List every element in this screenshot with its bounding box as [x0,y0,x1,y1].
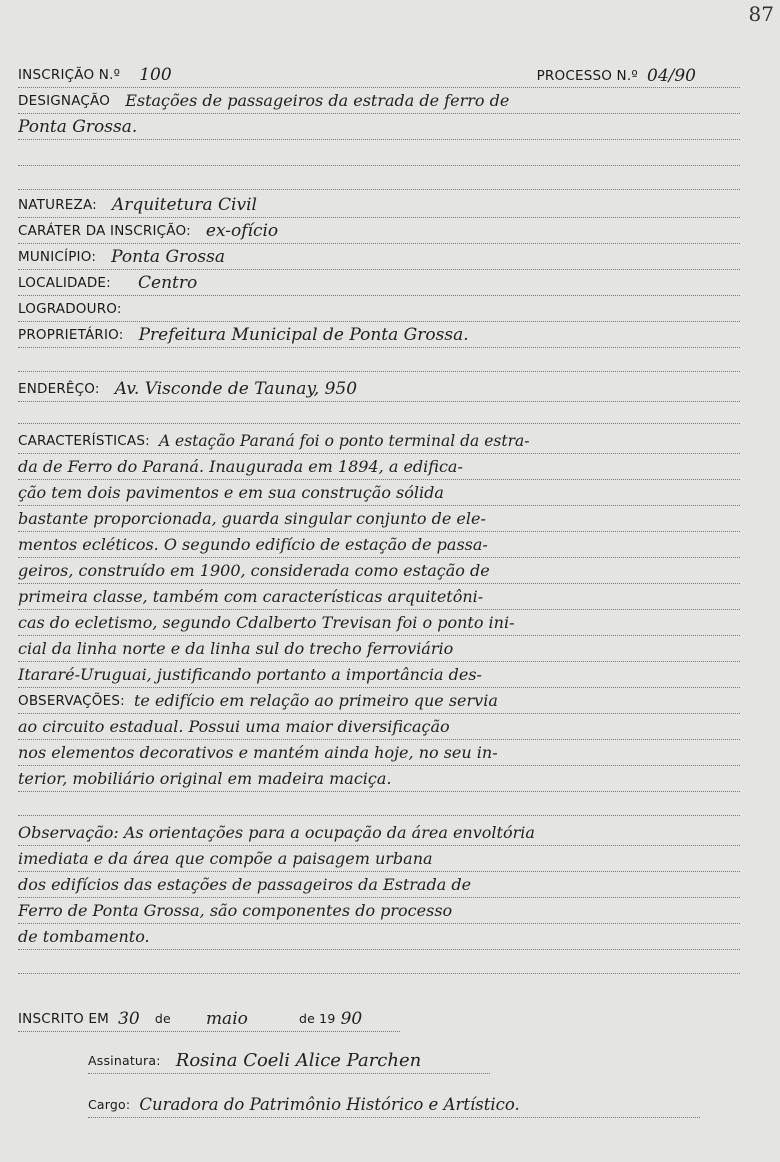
caracteristicas-line-5 [18,534,740,558]
observacoes-line-2 [18,716,740,740]
caracteristicas-text-2: da de Ferro do Paraná. Inaugurada em 1894, a edifica- [18,457,463,476]
observacoes-text-1: te edifício em relação ao primeiro que servia [133,691,498,710]
caracteristicas-line-3 [18,482,740,506]
caracteristicas-line-1 [18,430,740,454]
caracteristicas-text-8: cas do ecletismo, segundo Cdalberto Trevisan foi o ponto ini- [18,613,515,632]
inscricao-line [18,64,740,88]
caracteristicas-text-6: geiros, construído em 1900, considerada como estação de [18,561,490,580]
inscricao-value: 100 [139,65,172,85]
localidade-value: Centro [138,273,198,293]
caracteristicas-text-5: mentos ecléticos. O segundo edifício de estação de passa- [18,535,488,554]
signature: Rosina Coeli Alice Parchen [175,1050,422,1071]
processo-value: 04/90 [647,66,696,86]
proprietario-value: Prefeitura Municipal de Ponta Grossa. [138,325,469,345]
blank-line [18,404,740,424]
inscrito-month: maio [205,1009,248,1029]
caracteristicas-line-4 [18,508,740,532]
caracteristicas-line-2 [18,456,740,480]
natureza-label: NATUREZA: [18,197,97,213]
designacao-text-1: Estações de passageiros da estrada de ferro de [125,91,510,110]
caracteristicas-text-10: Itararé-Uruguai, justificando portanto a importância des- [18,665,482,684]
caracteristicas-line-7 [18,586,740,610]
blank-line [18,954,740,974]
carater-label: CARÁTER DA INSCRIÇÃO: [18,223,191,239]
designacao-line-2 [18,116,740,140]
caracteristicas-text-9: cial da linha norte e da linha sul do trecho ferroviário [18,639,454,658]
cargo-label: Cargo: [88,1097,131,1112]
processo-field [537,65,696,87]
observacao-extra-line-5 [18,926,740,950]
assinatura-label: Assinatura: [88,1053,161,1068]
observacao-extra-line-1 [18,822,740,846]
inscricao-label: INSCRIÇÃO N.º [18,67,121,83]
blank-line [18,146,740,166]
observacao-extra-line-4 [18,900,740,924]
page-number: 87 [748,2,774,26]
observacao-extra-text-5: de tombamento. [18,927,150,946]
natureza-value: Arquitetura Civil [112,195,257,215]
caracteristicas-text-7: primeira classe, também com características arquitetôni- [18,587,484,606]
inscrito-day: 30 [118,1009,140,1029]
endereco-line [18,378,740,402]
localidade-line [18,272,740,296]
municipio-value: Ponta Grossa [111,247,226,267]
caracteristicas-text-1: A estação Paraná foi o ponto terminal da estra- [158,432,530,450]
municipio-line [18,246,740,270]
observacoes-line-3 [18,742,740,766]
observacoes-text-3: nos elementos decorativos e mantém ainda hoje, no seu in- [18,743,498,762]
caracteristicas-text-3: ção tem dois pavimentos e em sua construção sólida [18,483,444,502]
inscrito-year-suffix: 90 [340,1009,363,1029]
blank-line [18,170,740,190]
caracteristicas-line-9 [18,638,740,662]
designacao-line-1 [18,90,740,114]
observacao-extra-line-2 [18,848,740,872]
localidade-label: LOCALIDADE: [18,275,111,291]
endereco-label: ENDERÊÇO: [18,381,100,397]
designacao-text-2: Ponta Grossa. [18,117,138,137]
endereco-value: Av. Visconde de Taunay, 950 [114,379,358,399]
proprietario-label: PROPRIETÁRIO: [18,327,124,343]
processo-label: PROCESSO N.º [536,68,638,84]
natureza-line [18,194,740,218]
inscrito-line [18,1008,400,1032]
inscrito-de-1: de [154,1011,171,1026]
observacao-extra-text-3: dos edifícios das estações de passageiros da Estrada de [18,875,472,894]
observacoes-label: OBSERVAÇÕES: [18,693,125,709]
caracteristicas-line-8 [18,612,740,636]
caracteristicas-line-6 [18,560,740,584]
observacoes-line-1 [18,690,740,714]
caracteristicas-line-10 [18,664,740,688]
inscrito-label: INSCRITO EM [18,1011,109,1027]
logradouro-label: LOGRADOURO: [18,301,122,317]
observacoes-line-4 [18,768,740,792]
municipio-label: MUNICÍPIO: [18,249,97,265]
proprietario-line [18,324,740,348]
cargo-value: Curadora do Patrimônio Histórico e Artístico. [139,1095,520,1114]
cargo-line [88,1094,700,1118]
designacao-label: DESIGNAÇÃO [18,93,111,109]
caracteristicas-text-4: bastante proporcionada, guarda singular conjunto de ele- [18,509,486,528]
observacoes-text-4: terior, mobiliário original em madeira maciça. [18,769,392,788]
carater-line [18,220,740,244]
observacao-extra-line-3 [18,874,740,898]
observacao-extra-text-2: imediata e da área que compõe a paisagem urbana [18,849,433,868]
logradouro-line [18,298,740,322]
inscrito-de-2: de 19 [298,1011,336,1026]
assinatura-line [88,1050,490,1074]
blank-line [18,796,740,816]
carater-value: ex-ofício [205,221,279,241]
observacoes-text-2: ao circuito estadual. Possui uma maior diversificação [18,717,450,736]
observacao-extra-text-1: Observação: As orientações para a ocupação da área envoltória [18,823,535,842]
observacao-extra-text-4: Ferro de Ponta Grossa, são componentes do processo [18,901,453,920]
blank-line [18,352,740,372]
caracteristicas-label: CARACTERÍSTICAS: [18,433,150,449]
